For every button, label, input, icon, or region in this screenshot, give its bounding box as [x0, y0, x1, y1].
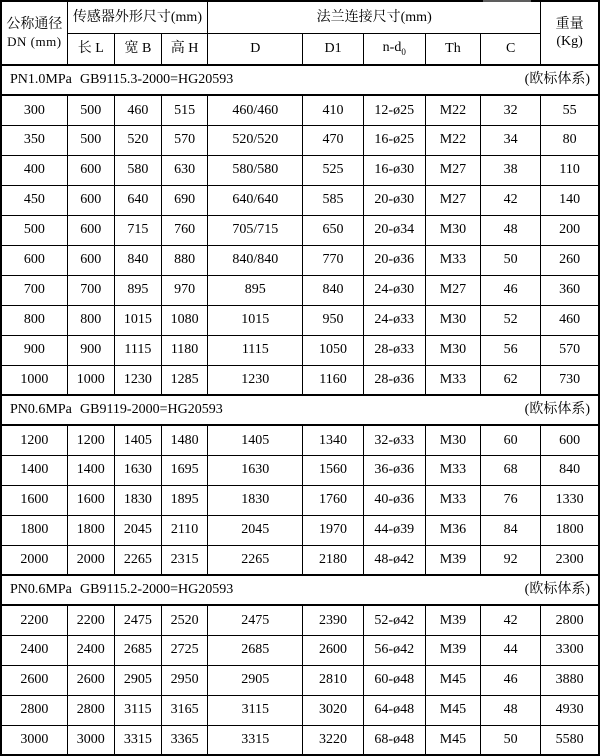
cell-d1: 410 — [303, 95, 363, 125]
cell-c: 34 — [481, 125, 541, 155]
cell-c: 50 — [481, 245, 541, 275]
data-row-dn-1800 — [1, 515, 599, 545]
cell-height-h: 3365 — [161, 725, 207, 755]
header-flange-dimensions-group: 法兰连接尺寸(mm) — [208, 1, 541, 33]
cell-width-b: 715 — [114, 215, 161, 245]
cell-d: 2265 — [208, 545, 303, 575]
cell-c: 76 — [481, 485, 541, 515]
cell-height-h: 1080 — [161, 305, 207, 335]
cell-height-h: 880 — [161, 245, 207, 275]
cell-th: M45 — [425, 695, 480, 725]
cell-weight: 55 — [541, 95, 599, 125]
cell-th: M30 — [425, 305, 480, 335]
cell-height-h: 2315 — [161, 545, 207, 575]
cell-d1: 2390 — [303, 605, 363, 635]
cell-weight: 2300 — [541, 545, 599, 575]
cell-length-l: 1000 — [67, 365, 114, 395]
cell-weight: 840 — [541, 455, 599, 485]
cell-width-b: 3115 — [114, 695, 161, 725]
section-header-content — [2, 581, 598, 599]
cell-c: 52 — [481, 305, 541, 335]
cell-d1: 1760 — [303, 485, 363, 515]
cell-c: 48 — [481, 695, 541, 725]
cell-dn: 1000 — [1, 365, 67, 395]
cell-n-d0: 16-ø30 — [363, 155, 425, 185]
system-note: (欧标体系) — [524, 582, 590, 598]
data-row-dn-450 — [1, 185, 599, 215]
section-header-row-2 — [1, 395, 599, 425]
cell-d: 580/580 — [208, 155, 303, 185]
data-row-dn-350 — [1, 125, 599, 155]
cell-th: M27 — [425, 155, 480, 185]
cell-c: 46 — [481, 665, 541, 695]
cell-d: 2045 — [208, 515, 303, 545]
cell-d1: 770 — [303, 245, 363, 275]
standard-code: GB9119-2000=HG20593 — [80, 402, 223, 418]
cell-height-h: 1895 — [161, 485, 207, 515]
cell-n-d0: 24-ø30 — [363, 275, 425, 305]
cell-c: 50 — [481, 725, 541, 755]
cell-n-d0: 32-ø33 — [363, 425, 425, 455]
system-note: (欧标体系) — [524, 402, 590, 418]
cell-n-d0: 28-ø36 — [363, 365, 425, 395]
cell-n-d0: 44-ø39 — [363, 515, 425, 545]
section-header-row-3 — [1, 575, 599, 605]
cell-dn: 900 — [1, 335, 67, 365]
cell-weight: 600 — [541, 425, 599, 455]
cell-width-b: 3315 — [114, 725, 161, 755]
cell-height-h: 515 — [161, 95, 207, 125]
cell-dn: 3000 — [1, 725, 67, 755]
cell-height-h: 970 — [161, 275, 207, 305]
data-row-dn-300 — [1, 95, 599, 125]
cell-length-l: 2600 — [67, 665, 114, 695]
cell-th: M27 — [425, 185, 480, 215]
cell-d: 520/520 — [208, 125, 303, 155]
cell-n-d0: 20-ø36 — [363, 245, 425, 275]
cell-length-l: 500 — [67, 95, 114, 125]
cell-d: 1230 — [208, 365, 303, 395]
cell-dn: 1200 — [1, 425, 67, 455]
cell-d: 1830 — [208, 485, 303, 515]
cell-n-d0: 48-ø42 — [363, 545, 425, 575]
cell-d: 2685 — [208, 635, 303, 665]
cell-width-b: 840 — [114, 245, 161, 275]
cell-c: 44 — [481, 635, 541, 665]
cell-length-l: 600 — [67, 185, 114, 215]
cell-width-b: 1630 — [114, 455, 161, 485]
cell-n-d0: 64-ø48 — [363, 695, 425, 725]
cell-width-b: 2905 — [114, 665, 161, 695]
cell-length-l: 1400 — [67, 455, 114, 485]
cropped-watermark-remnant — [483, 0, 531, 2]
cell-d1: 470 — [303, 125, 363, 155]
cell-length-l: 600 — [67, 215, 114, 245]
cell-weight: 80 — [541, 125, 599, 155]
cell-width-b: 520 — [114, 125, 161, 155]
cell-th: M22 — [425, 95, 480, 125]
cell-dn: 450 — [1, 185, 67, 215]
cell-c: 42 — [481, 185, 541, 215]
cell-c: 38 — [481, 155, 541, 185]
cell-width-b: 2265 — [114, 545, 161, 575]
cell-weight: 5580 — [541, 725, 599, 755]
cell-weight: 1800 — [541, 515, 599, 545]
cell-dn: 2200 — [1, 605, 67, 635]
cell-dn: 1600 — [1, 485, 67, 515]
cell-height-h: 2950 — [161, 665, 207, 695]
cell-width-b: 580 — [114, 155, 161, 185]
cell-d1: 1160 — [303, 365, 363, 395]
header-n-d0-main: n-d — [382, 40, 402, 56]
cell-length-l: 900 — [67, 335, 114, 365]
header-nominal-diameter-unit: DN (mm) — [7, 33, 62, 49]
cell-weight: 3880 — [541, 665, 599, 695]
cell-length-l: 3000 — [67, 725, 114, 755]
cell-d: 2905 — [208, 665, 303, 695]
section-header-cell — [1, 65, 599, 95]
data-row-dn-2000 — [1, 545, 599, 575]
section-header-row-1 — [1, 65, 599, 95]
cell-d: 2475 — [208, 605, 303, 635]
cell-dn: 2600 — [1, 665, 67, 695]
cell-d1: 1340 — [303, 425, 363, 455]
cell-d1: 950 — [303, 305, 363, 335]
cell-th: M33 — [425, 485, 480, 515]
cell-dn: 350 — [1, 125, 67, 155]
cell-th: M33 — [425, 245, 480, 275]
cell-length-l: 1600 — [67, 485, 114, 515]
data-row-dn-500 — [1, 215, 599, 245]
cell-weight: 360 — [541, 275, 599, 305]
cell-width-b: 2685 — [114, 635, 161, 665]
cell-d1: 3220 — [303, 725, 363, 755]
cell-d1: 2810 — [303, 665, 363, 695]
cell-length-l: 2800 — [67, 695, 114, 725]
cell-c: 68 — [481, 455, 541, 485]
cell-th: M36 — [425, 515, 480, 545]
cell-d1: 525 — [303, 155, 363, 185]
cell-d: 640/640 — [208, 185, 303, 215]
cell-width-b: 895 — [114, 275, 161, 305]
cell-height-h: 2110 — [161, 515, 207, 545]
cell-dn: 400 — [1, 155, 67, 185]
cell-weight: 1330 — [541, 485, 599, 515]
cell-weight: 4930 — [541, 695, 599, 725]
cell-dn: 600 — [1, 245, 67, 275]
cell-dn: 2800 — [1, 695, 67, 725]
standard-code: GB9115.2-2000=HG20593 — [80, 582, 234, 598]
cell-d: 1630 — [208, 455, 303, 485]
cell-weight: 2800 — [541, 605, 599, 635]
cell-d: 1115 — [208, 335, 303, 365]
data-row-dn-800 — [1, 305, 599, 335]
cell-n-d0: 24-ø33 — [363, 305, 425, 335]
cell-dn: 2000 — [1, 545, 67, 575]
cell-d1: 1050 — [303, 335, 363, 365]
pressure-rating: PN0.6MPa — [10, 402, 72, 418]
cell-c: 48 — [481, 215, 541, 245]
cell-th: M45 — [425, 725, 480, 755]
cell-c: 32 — [481, 95, 541, 125]
data-row-dn-2800 — [1, 695, 599, 725]
data-row-dn-3000 — [1, 725, 599, 755]
table-body — [1, 65, 599, 755]
cell-weight: 260 — [541, 245, 599, 275]
cell-weight: 730 — [541, 365, 599, 395]
cell-d: 840/840 — [208, 245, 303, 275]
cell-height-h: 2520 — [161, 605, 207, 635]
header-length-l: 长 L — [67, 33, 114, 65]
standard-code: GB9115.3-2000=HG20593 — [80, 72, 234, 88]
cell-n-d0: 12-ø25 — [363, 95, 425, 125]
cell-length-l: 500 — [67, 125, 114, 155]
header-c: C — [481, 33, 541, 65]
cell-weight: 200 — [541, 215, 599, 245]
cell-width-b: 460 — [114, 95, 161, 125]
data-row-dn-1000 — [1, 365, 599, 395]
cell-d: 1405 — [208, 425, 303, 455]
cell-th: M22 — [425, 125, 480, 155]
cell-n-d0: 16-ø25 — [363, 125, 425, 155]
cell-dn: 1800 — [1, 515, 67, 545]
cell-width-b: 1115 — [114, 335, 161, 365]
cell-c: 84 — [481, 515, 541, 545]
cell-n-d0: 56-ø42 — [363, 635, 425, 665]
cell-th: M33 — [425, 455, 480, 485]
data-row-dn-600 — [1, 245, 599, 275]
section-header-cell — [1, 395, 599, 425]
cell-weight: 3300 — [541, 635, 599, 665]
cell-height-h: 570 — [161, 125, 207, 155]
cell-c: 60 — [481, 425, 541, 455]
cell-height-h: 1480 — [161, 425, 207, 455]
cell-width-b: 1405 — [114, 425, 161, 455]
header-row-1 — [1, 1, 599, 33]
cell-d: 460/460 — [208, 95, 303, 125]
cell-length-l: 2000 — [67, 545, 114, 575]
cell-d1: 840 — [303, 275, 363, 305]
data-row-dn-700 — [1, 275, 599, 305]
cell-width-b: 2045 — [114, 515, 161, 545]
header-weight-cn: 重量 — [555, 16, 584, 32]
cell-length-l: 600 — [67, 245, 114, 275]
cell-weight: 140 — [541, 185, 599, 215]
cell-d1: 2180 — [303, 545, 363, 575]
header-d1: D1 — [303, 33, 363, 65]
cell-height-h: 1695 — [161, 455, 207, 485]
cell-width-b: 1015 — [114, 305, 161, 335]
cell-th: M39 — [425, 635, 480, 665]
section-header-cell — [1, 575, 599, 605]
cell-d1: 585 — [303, 185, 363, 215]
cell-th: M30 — [425, 335, 480, 365]
data-row-dn-2600 — [1, 665, 599, 695]
cell-length-l: 800 — [67, 305, 114, 335]
header-row-2 — [1, 33, 599, 65]
cell-n-d0: 52-ø42 — [363, 605, 425, 635]
cell-length-l: 2400 — [67, 635, 114, 665]
header-sensor-dimensions-group: 传感器外形尺寸(mm) — [67, 1, 207, 33]
cell-d1: 3020 — [303, 695, 363, 725]
data-row-dn-400 — [1, 155, 599, 185]
cell-n-d0: 20-ø34 — [363, 215, 425, 245]
cell-n-d0: 20-ø30 — [363, 185, 425, 215]
section-header-content — [2, 71, 598, 89]
data-row-dn-2400 — [1, 635, 599, 665]
cell-height-h: 760 — [161, 215, 207, 245]
cell-n-d0: 28-ø33 — [363, 335, 425, 365]
cell-th: M39 — [425, 605, 480, 635]
section-header-content — [2, 401, 598, 419]
header-n-d0 — [363, 33, 425, 65]
cell-dn: 500 — [1, 215, 67, 245]
cell-d: 3115 — [208, 695, 303, 725]
header-nominal-diameter — [1, 1, 67, 65]
cell-n-d0: 68-ø48 — [363, 725, 425, 755]
cell-length-l: 700 — [67, 275, 114, 305]
pressure-rating: PN1.0MPa — [10, 72, 72, 88]
cell-c: 56 — [481, 335, 541, 365]
cell-th: M30 — [425, 215, 480, 245]
cell-weight: 570 — [541, 335, 599, 365]
header-width-b: 宽 B — [114, 33, 161, 65]
cell-th: M45 — [425, 665, 480, 695]
header-weight-unit: (Kg) — [556, 34, 583, 49]
cell-n-d0: 40-ø36 — [363, 485, 425, 515]
data-row-dn-1400 — [1, 455, 599, 485]
cell-length-l: 1200 — [67, 425, 114, 455]
cell-dn: 300 — [1, 95, 67, 125]
data-row-dn-1200 — [1, 425, 599, 455]
cell-height-h: 1180 — [161, 335, 207, 365]
cell-dn: 2400 — [1, 635, 67, 665]
cell-height-h: 3165 — [161, 695, 207, 725]
cell-width-b: 1830 — [114, 485, 161, 515]
cell-d: 895 — [208, 275, 303, 305]
cell-d1: 1560 — [303, 455, 363, 485]
header-weight — [541, 1, 599, 65]
cell-th: M39 — [425, 545, 480, 575]
cell-th: M30 — [425, 425, 480, 455]
cell-length-l: 2200 — [67, 605, 114, 635]
cell-dn: 800 — [1, 305, 67, 335]
data-row-dn-2200 — [1, 605, 599, 635]
cell-th: M33 — [425, 365, 480, 395]
cell-n-d0: 36-ø36 — [363, 455, 425, 485]
header-height-h: 高 H — [161, 33, 207, 65]
header-n-d0-sub: 0 — [401, 47, 406, 58]
cell-d: 705/715 — [208, 215, 303, 245]
header-d: D — [208, 33, 303, 65]
cell-dn: 1400 — [1, 455, 67, 485]
data-row-dn-1600 — [1, 485, 599, 515]
cell-height-h: 630 — [161, 155, 207, 185]
cell-width-b: 1230 — [114, 365, 161, 395]
cell-th: M27 — [425, 275, 480, 305]
cell-width-b: 2475 — [114, 605, 161, 635]
cell-c: 42 — [481, 605, 541, 635]
header-th: Th — [425, 33, 480, 65]
system-note: (欧标体系) — [524, 72, 590, 88]
pressure-rating: PN0.6MPa — [10, 582, 72, 598]
cell-weight: 460 — [541, 305, 599, 335]
cell-length-l: 1800 — [67, 515, 114, 545]
cell-length-l: 600 — [67, 155, 114, 185]
cell-d1: 1970 — [303, 515, 363, 545]
data-row-dn-900 — [1, 335, 599, 365]
cell-d: 3315 — [208, 725, 303, 755]
cell-height-h: 1285 — [161, 365, 207, 395]
cell-height-h: 690 — [161, 185, 207, 215]
cell-d1: 650 — [303, 215, 363, 245]
cell-width-b: 640 — [114, 185, 161, 215]
cell-c: 62 — [481, 365, 541, 395]
table-header — [1, 1, 599, 65]
cell-dn: 700 — [1, 275, 67, 305]
cell-n-d0: 60-ø48 — [363, 665, 425, 695]
cell-weight: 110 — [541, 155, 599, 185]
cell-c: 92 — [481, 545, 541, 575]
cell-height-h: 2725 — [161, 635, 207, 665]
cell-d: 1015 — [208, 305, 303, 335]
header-nominal-diameter-cn: 公称通径 — [6, 17, 63, 33]
cell-c: 46 — [481, 275, 541, 305]
cell-d1: 2600 — [303, 635, 363, 665]
